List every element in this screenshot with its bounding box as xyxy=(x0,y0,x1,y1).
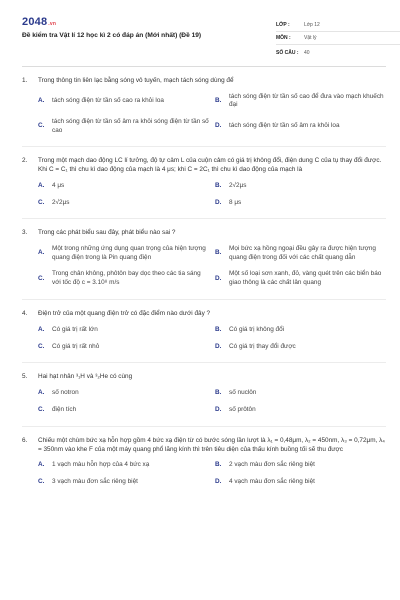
option-text: 3 vạch màu đơn sắc riêng biệt xyxy=(52,478,138,486)
answer-option-a[interactable] xyxy=(38,389,209,398)
question-stem xyxy=(22,310,386,319)
option-letter: B. xyxy=(215,181,222,189)
option-letter: A. xyxy=(38,96,45,104)
answer-option-b[interactable] xyxy=(215,325,386,334)
site-logo[interactable] xyxy=(22,15,56,30)
answer-option-a[interactable] xyxy=(38,245,209,262)
question-text: Chiếu một chùm bức xạ hỗn hợp gồm 4 bức xạ điện từ có bước sóng lần lượt là λ₁ = 0,48μm, λ₂ = 450nm, λ₃ = 0,72μm, λ₄ = 350nm vào khe F của một máy quang phổ lăng kính thì trên tiêu diện của thấu kính buồng tối sẽ thu được xyxy=(38,436,385,453)
option-letter: C. xyxy=(38,342,45,350)
question-text: Hai hạt nhân ³₁H và ³₂He có cùng xyxy=(38,373,133,381)
option-text: 2√2μs xyxy=(229,181,247,189)
answer-option-c[interactable] xyxy=(38,406,209,415)
option-text: điện tích xyxy=(52,406,77,414)
option-text: Có giá trị thay đổi được xyxy=(229,342,296,350)
question-number: 4. xyxy=(22,309,28,317)
question-stem xyxy=(22,157,386,174)
option-letter: B. xyxy=(215,461,222,469)
question xyxy=(22,229,386,299)
answer-option-a[interactable] xyxy=(38,325,209,334)
answer-option-b[interactable] xyxy=(215,461,386,470)
question-text: Trong thông tin liên lạc bằng sóng vô tuyến, mạch tách sóng dùng để xyxy=(38,77,234,84)
option-text: 2 vạch màu đơn sắc riêng biệt xyxy=(229,461,315,469)
option-letter: B. xyxy=(215,96,222,104)
logo-suffix: .vn xyxy=(48,21,57,27)
answer-option-d[interactable] xyxy=(215,118,386,135)
option-text: 2√2μs xyxy=(52,198,70,206)
answer-options xyxy=(22,325,386,351)
question-text: Điện trở của một quang điện trở có đặc điểm nào dưới đây ? xyxy=(38,309,211,317)
answer-option-d[interactable] xyxy=(215,198,386,207)
answer-option-c[interactable] xyxy=(38,478,209,487)
page-title: Đề kiểm tra Vật lí 12 học kì 2 có đáp án (Mới nhất) (Đề 19) xyxy=(22,32,202,39)
answer-option-b[interactable] xyxy=(215,389,386,398)
option-letter: D. xyxy=(215,274,222,282)
option-letter: C. xyxy=(38,406,45,414)
question xyxy=(22,373,386,427)
meta-value: Vật lý xyxy=(304,35,317,42)
answer-option-a[interactable] xyxy=(38,181,209,190)
option-letter: D. xyxy=(215,478,222,486)
meta-value: Lớp 12 xyxy=(304,21,320,28)
option-letter: A. xyxy=(38,249,45,257)
option-letter: B. xyxy=(215,325,222,333)
question-number: 6. xyxy=(22,436,28,444)
answer-options xyxy=(22,245,386,288)
option-text: Mọi bức xạ hồng ngoại đều gây ra được hiện tượng quang điện trong đối với các chất quang dẫn xyxy=(229,245,376,261)
answer-options xyxy=(22,181,386,207)
option-text: số notron xyxy=(52,389,79,397)
header-divider xyxy=(22,66,386,67)
option-letter: A. xyxy=(38,389,45,397)
question xyxy=(22,157,386,219)
question-number: 3. xyxy=(22,229,28,237)
answer-option-d[interactable] xyxy=(215,478,386,487)
option-letter: D. xyxy=(215,342,222,350)
option-letter: A. xyxy=(38,181,45,189)
answer-options xyxy=(22,93,386,136)
question xyxy=(22,437,386,487)
logo-text: 2048 xyxy=(22,16,48,28)
question-stem xyxy=(22,437,386,454)
option-letter: D. xyxy=(215,198,222,206)
option-text: Có giá trị rất nhỏ xyxy=(52,342,100,350)
meta-value: 40 xyxy=(304,49,310,56)
meta-row-subject xyxy=(276,32,400,46)
exam-meta xyxy=(276,18,400,59)
header xyxy=(22,10,386,62)
question-number: 1. xyxy=(22,77,28,84)
question-divider xyxy=(22,299,386,300)
option-text: Một trong những ứng dụng quan trọng của hiện tượng quang điện trong là Pin quang điện xyxy=(52,245,206,261)
question-divider xyxy=(22,146,386,147)
option-text: tách sóng điện từ tần số âm ra khỏi loa xyxy=(229,122,340,130)
option-letter: C. xyxy=(38,478,45,486)
meta-key: MÔN : xyxy=(276,35,291,42)
answer-option-a[interactable] xyxy=(38,93,209,110)
answer-option-c[interactable] xyxy=(38,270,209,287)
option-text: 4 vạch màu đơn sắc riêng biệt xyxy=(229,478,315,486)
option-text: 1 vạch màu hỗn hợp của 4 bức xạ xyxy=(52,461,150,469)
option-letter: A. xyxy=(38,461,45,469)
answer-option-d[interactable] xyxy=(215,342,386,351)
question-divider xyxy=(22,218,386,219)
option-letter: B. xyxy=(215,389,222,397)
answer-option-c[interactable] xyxy=(38,118,209,135)
answer-option-d[interactable] xyxy=(215,270,386,287)
option-text: Trong chân không, phôtôn bay dọc theo các tia sáng với tốc độ c = 3.10⁸ m/s xyxy=(52,270,201,287)
question-divider xyxy=(22,426,386,427)
option-letter: C. xyxy=(38,122,45,130)
question-stem xyxy=(22,77,386,86)
option-letter: C. xyxy=(38,198,45,206)
answer-option-b[interactable] xyxy=(215,93,386,110)
question-text: Trong một mạch dao động LC lí tưởng, độ tự cảm L của cuộn cảm có giá trị không đổi, điện dung C của tụ thay đổi được. Khi C = C₁ thì chu kì dao động của mạch là 4 μs; khi C = 2C₁ thì chu kì dao động của mạch là xyxy=(38,157,382,173)
option-text: tách sóng điện từ tần số cao ra khỏi loa xyxy=(52,96,164,104)
answer-option-b[interactable] xyxy=(215,181,386,190)
meta-key: SỐ CÂU : xyxy=(276,49,299,56)
option-text: Có giá trị không đổi xyxy=(229,325,285,333)
option-text: số prôtôn xyxy=(229,406,256,414)
answer-option-b[interactable] xyxy=(215,245,386,262)
answer-option-c[interactable] xyxy=(38,198,209,207)
option-text: 4 μs xyxy=(52,181,65,189)
meta-row-count xyxy=(276,45,400,59)
option-letter: D. xyxy=(215,122,222,130)
option-letter: B. xyxy=(215,249,222,257)
option-text: Một số loại sơn xanh, đỏ, vàng quét trên các biển báo giao thông là các chất lân quang xyxy=(229,270,382,287)
question-stem xyxy=(22,229,386,238)
question xyxy=(22,310,386,364)
option-text: Có giá trị rất lớn xyxy=(52,325,98,333)
option-text: 8 μs xyxy=(229,198,242,206)
question xyxy=(22,77,386,147)
question-stem xyxy=(22,373,386,382)
answer-option-c[interactable] xyxy=(38,342,209,351)
answer-option-d[interactable] xyxy=(215,406,386,415)
option-letter: C. xyxy=(38,274,45,282)
answer-options xyxy=(22,389,386,415)
option-text: tách sóng điện từ tần số cao để đưa vào mạch khuếch đại xyxy=(229,92,384,109)
meta-key: LỚP : xyxy=(276,21,290,28)
question-number: 5. xyxy=(22,373,28,381)
option-text: tách sóng điện từ tần số âm ra khỏi sóng điện từ tần số cao xyxy=(52,117,209,134)
option-text: số nuclôn xyxy=(229,389,257,397)
answer-option-a[interactable] xyxy=(38,461,209,470)
meta-row-class xyxy=(276,18,400,32)
option-letter: A. xyxy=(38,325,45,333)
question-divider xyxy=(22,362,386,363)
answer-options xyxy=(22,461,386,487)
option-letter: D. xyxy=(215,406,222,414)
question-text: Trong các phát biểu sau đây, phát biểu nào sai ? xyxy=(38,229,176,237)
question-number: 2. xyxy=(22,157,28,165)
